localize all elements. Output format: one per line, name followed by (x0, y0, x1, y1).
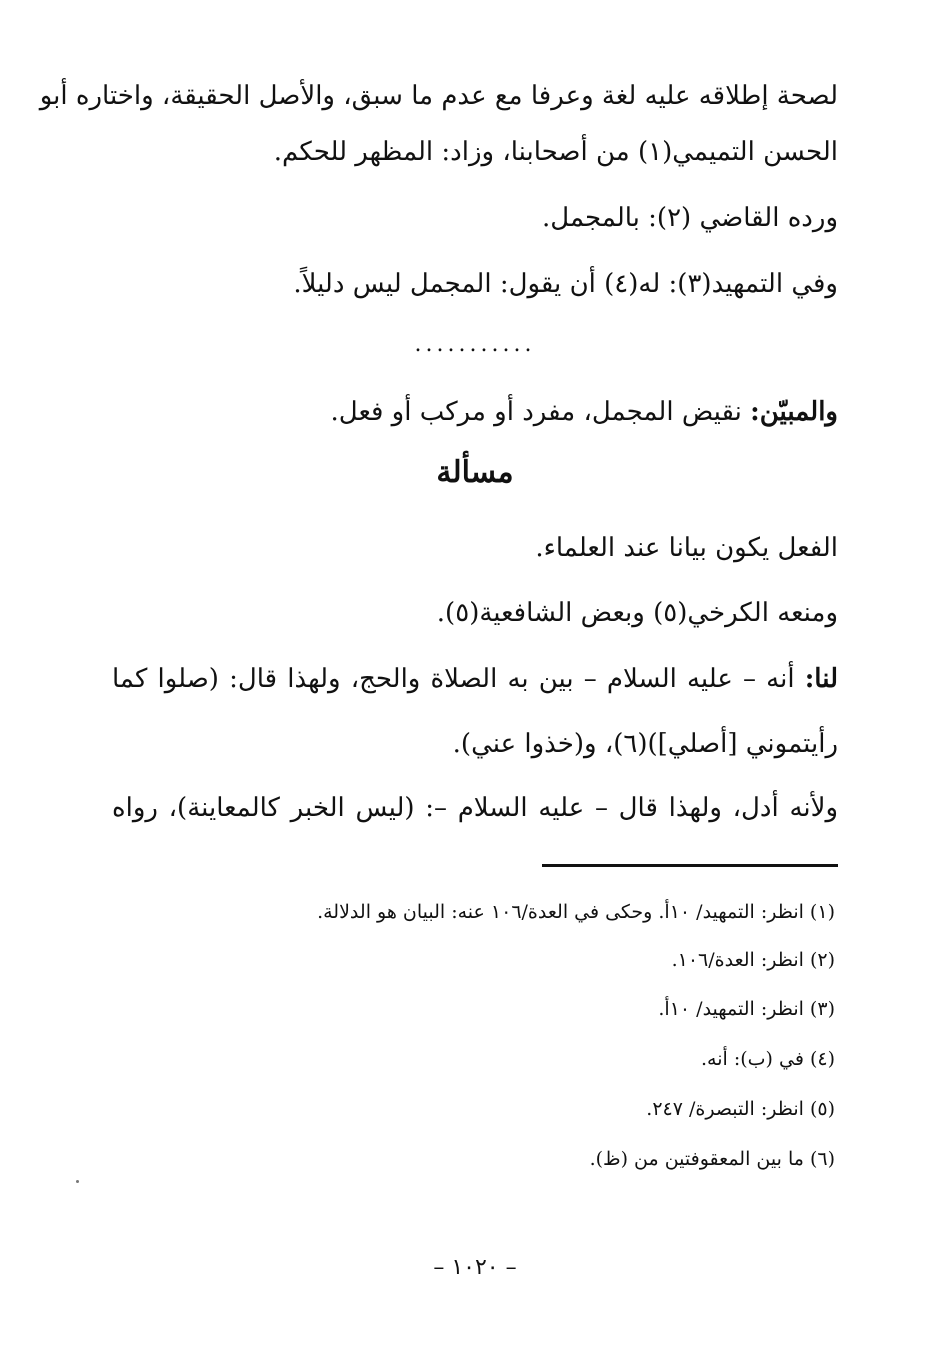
section-dots: ........... (414, 332, 536, 357)
footnote-4: (٤) في (ب): أنه. (701, 1048, 835, 1070)
definition-mubayyan: نقيض المجمل، مفرد أو مركب أو فعل. (330, 397, 751, 427)
page-number: – ١٠٢٠ – (433, 1255, 517, 1280)
section-heading: مسألة (436, 455, 514, 490)
argument-text: أنه – عليه السلام – بين به الصلاة والحج، ولهذا قال: (صلوا كما (112, 664, 805, 694)
body-line-6: الفعل يكون بيانا عند العلماء. (535, 533, 838, 563)
body-line-mubayyan (330, 392, 838, 432)
body-line-1: لصحة إطلاقه عليه لغة وعرفا مع عدم ما سبق، والأصل الحقيقة، واختاره أبو (39, 81, 838, 111)
footnote-6: (٦) ما بين المعقوفتين من (ظ). (589, 1148, 835, 1170)
scan-speck (76, 1180, 79, 1183)
footnote-separator (542, 864, 838, 867)
body-line-9: رأيتموني [أصلي])(٦)، و(خذوا عني). (452, 729, 838, 759)
footnote-2: (٢) انظر: العدة/١٠٦. (671, 949, 835, 971)
term-mubayyan: والمبيّن: (750, 397, 838, 427)
footnote-5: (٥) انظر: التبصرة/ ٢٤٧. (646, 1098, 835, 1120)
body-line-4: وفي التمهيد(٣): له(٤) أن يقول: المجمل ليس دليلاً. (293, 269, 838, 299)
footnote-1: (١) انظر: التمهيد/ ١٠أ. وحكى في العدة/١٠٦ عنه: البيان هو الدلالة. (317, 901, 835, 923)
term-lana: لنا: (804, 664, 838, 694)
body-line-2: الحسن التميمي(١) من أصحابنا، وزاد: المظهر للحكم. (273, 137, 838, 167)
body-line-8 (112, 659, 838, 699)
footnote-3: (٣) انظر: التمهيد/ ١٠أ. (658, 998, 835, 1020)
body-line-7: ومنعه الكرخي(٥) وبعض الشافعية(٥). (436, 598, 838, 628)
body-line-10: ولأنه أدل، ولهذا قال – عليه السلام –: (ليس الخبر كالمعاينة)، رواه (112, 793, 838, 823)
body-line-3: ورده القاضي (٢): بالمجمل. (542, 203, 838, 233)
